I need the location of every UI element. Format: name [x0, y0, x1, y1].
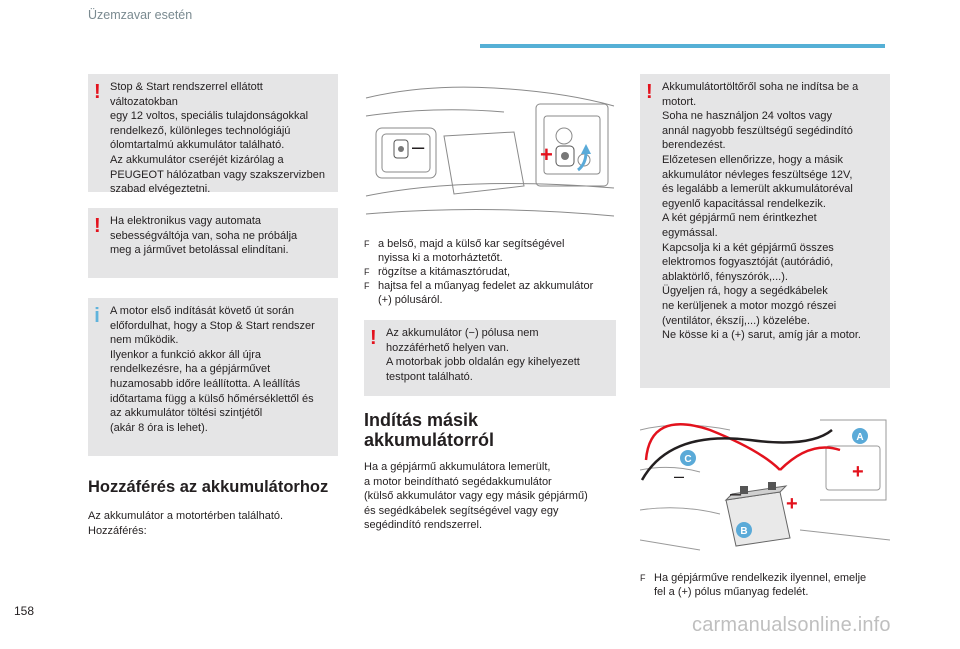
heading-jump-start: Indítás másik akkumulátorról [364, 410, 495, 450]
section-title: Üzemzavar esetén [88, 8, 193, 22]
info-box-stop-start [88, 298, 338, 456]
svg-text:A: A [856, 432, 864, 443]
warning-icon: ! [646, 81, 653, 103]
list-item: F a belső, majd a külső kar segítségével nyissa ki a motorháztetőt. [364, 237, 616, 265]
warning-box-automatic [88, 208, 338, 278]
info-icon: i [94, 305, 100, 327]
svg-text:B: B [740, 526, 748, 537]
warning-icon: ! [94, 81, 101, 103]
warning-text: Az akkumulátor (−) pólusa nem hozzáférhető helyen van. A motorbak jobb oldalán egy kihelyezett testpont található. [386, 327, 580, 383]
bullet-list-lift-cover [640, 571, 890, 599]
minus-sign: – [674, 466, 685, 486]
list-item: F Ha gépjárművе rendelkezik ilyennel, emelje fel a (+) pólus műanyag fedelét. [640, 571, 890, 599]
red-cable [646, 424, 780, 470]
warning-text: Ha elektronikus vagy automata sebességváltója van, soha ne próbálja meg a járművet betolással elindítani. [110, 215, 298, 257]
bullet-list-access-steps [364, 237, 616, 307]
paragraph-battery-location: Az akkumulátor a motortérben található. Hozzáférés: [88, 510, 284, 537]
jump-start-illustration [640, 400, 890, 560]
label-c-icon [680, 450, 696, 466]
section-accent-bar [480, 44, 885, 48]
list-item: F rögzítse a kitámasztórudat, [364, 265, 616, 279]
minus-sign: – [412, 134, 425, 159]
plus-terminal-cover-icon [556, 146, 574, 166]
warning-icon: ! [370, 327, 377, 349]
page-number: 158 [14, 604, 35, 618]
svg-text:C: C [684, 454, 692, 465]
plus-sign: + [852, 461, 864, 483]
warning-text: Stop & Start rendszerrel ellátott változatokban egy 12 voltos, speciális tulajdonságokkal rendelkező, különleges technológiájú ólomtartalmú akkumulátor található. Az akkumulátor cseréjét kizárólag a PEUGEOT hálózatban vagy szakszervizben szabad elvégeztetni. [110, 81, 326, 196]
label-b-icon [736, 522, 752, 538]
figure-battery-compartment [364, 76, 616, 224]
watermark: carmanualsonline.info [692, 614, 891, 636]
warning-box-jump-start-safety [640, 74, 890, 388]
plus-sign: + [540, 142, 553, 167]
minus-sign: – [730, 483, 742, 505]
minus-terminal-icon [394, 140, 408, 158]
warning-box-negative-terminal [364, 320, 616, 396]
warning-box-stop-start [88, 74, 338, 196]
heading-battery-access: Hozzáférés az akkumulátorhoz [88, 478, 329, 496]
black-cable [642, 430, 832, 480]
figure-jump-start-cables [640, 400, 890, 560]
engine-bay-illustration [364, 76, 616, 224]
info-text: A motor első indítását követő út során előfordulhat, hogy a Stop & Start rendszer nem működik. Ilyenkor a funkció akkor áll újra rendelkezésre, ha a gépjárművet huzamosabb időre leállította. A leállítás időtartama függ a külső hőmérséklettől és az akkumulátor töltési szintjétől (akár 8 óra is lehet). [110, 305, 315, 434]
warning-icon: ! [94, 215, 101, 237]
plus-sign: + [786, 493, 798, 515]
paragraph-jump-start: Ha a gépjármű akkumulátora lemerült, a motor beindítható segédakkumulátor (külső akkumulátor vagy egy másik gépjármű) és segédkábelek segítségével vagy egy segédindító rendszerrel. [364, 461, 588, 532]
red-cable [780, 448, 840, 471]
list-item: F hajtsa fel a műanyag fedelet az akkumulátor (+) pólusáról. [364, 279, 616, 307]
label-a-icon [852, 428, 868, 444]
warning-text: Akkumulátortöltőről soha ne indítsa be a motort. Soha ne használjon 24 voltos vagy annál nagyobb feszültségű segédindító berendezést. Előzetesen ellenőrizze, hogy a másik akkumulátor névleges feszültsége 12V, és legalább a lemerült akkumulátoréval egyenlő kapacitással rendelkezik. A két gépjármű nem érintkezhet egymással. Kapcsolja ki a két gépjármű összes elektromos fogyasztóját (autórádió, ablaktörlő, fényszórók,...). Ügyeljen rá, hogy a segédkábelek ne kerüljenek a motor mozgó részei (ventilátor, ékszíj,...) közelébe. Ne kösse ki a (+) sarut, amíg jár a motor. [662, 81, 861, 342]
